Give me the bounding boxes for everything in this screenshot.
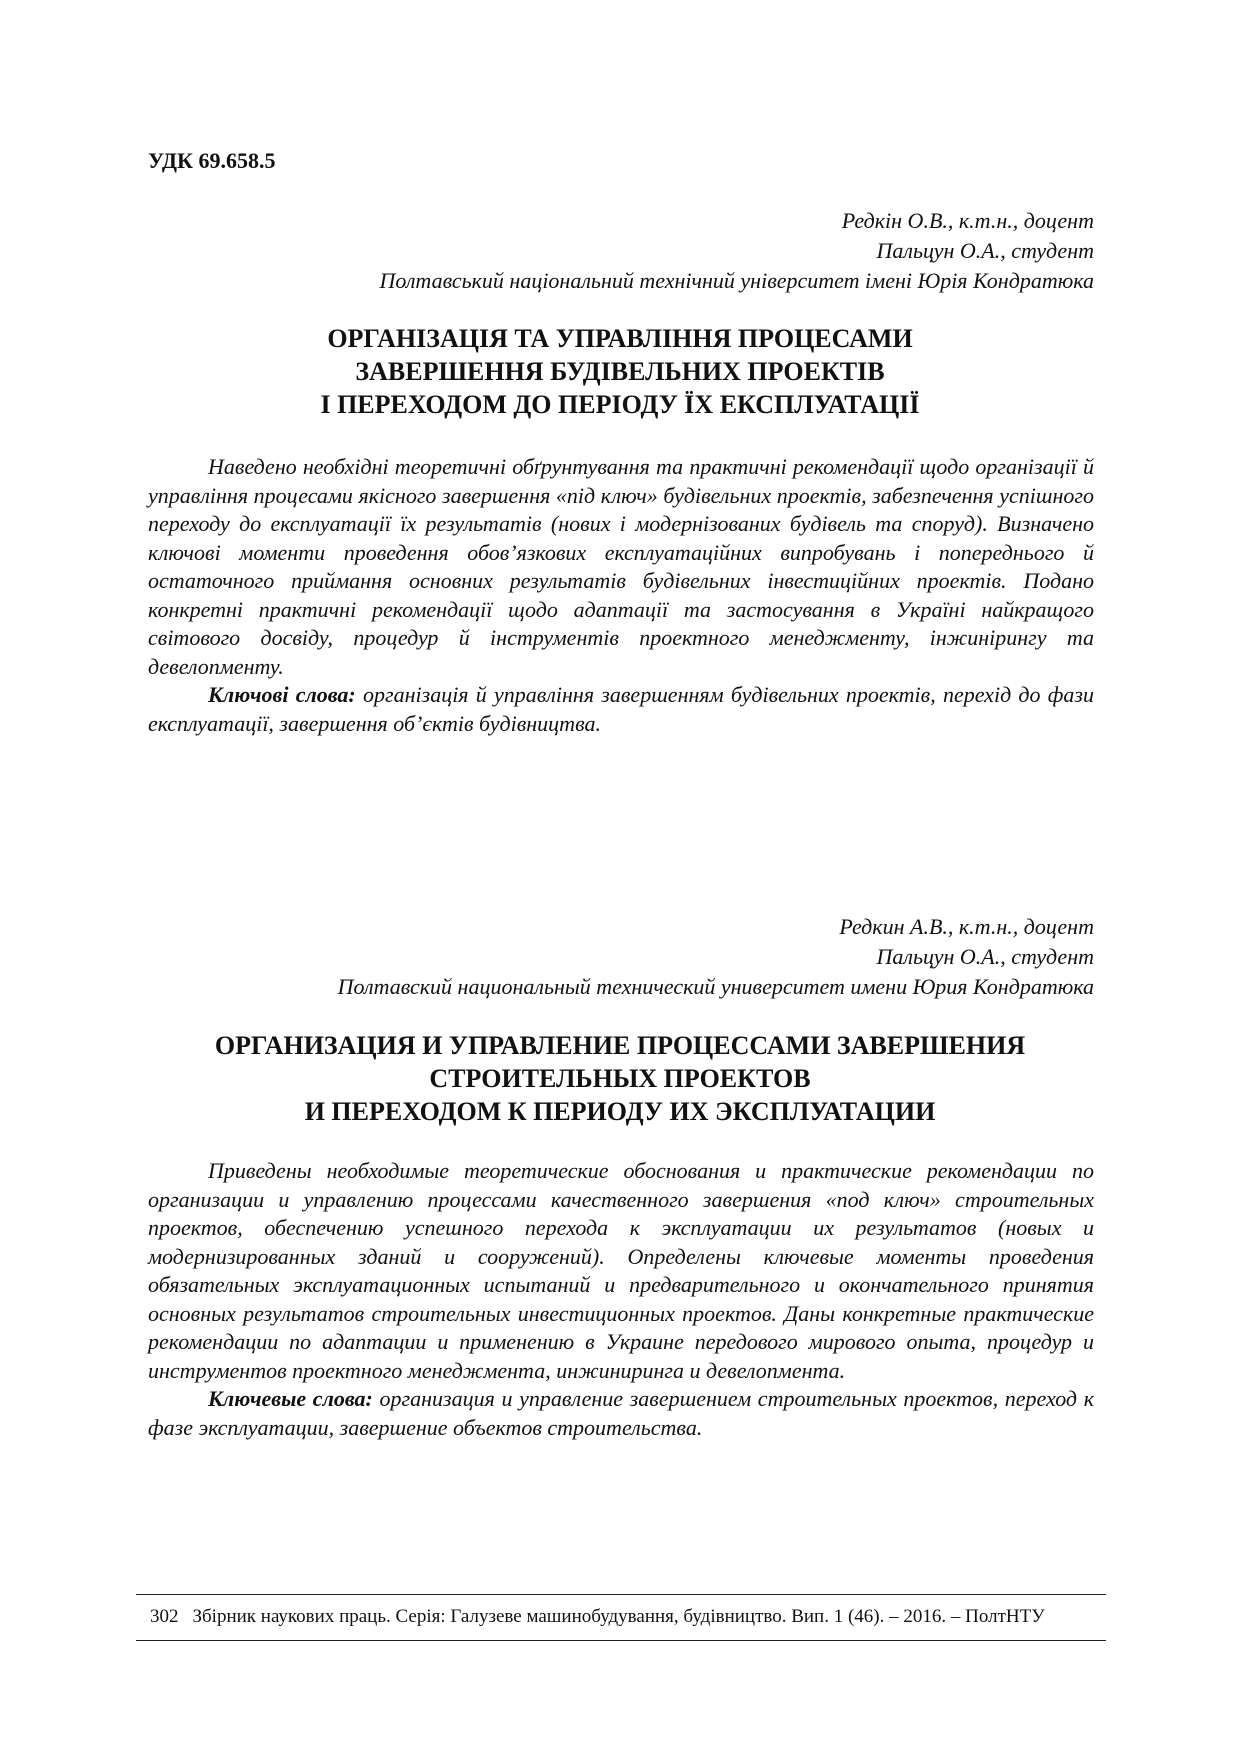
title-line-3-ua: І ПЕРЕХОДОМ ДО ПЕРІОДУ ЇХ ЕКСПЛУАТАЦІЇ: [320, 390, 920, 419]
title-line-1-ua: ОРГАНІЗАЦІЯ ТА УПРАВЛІННЯ ПРОЦЕСАМИ: [327, 324, 913, 353]
authors-block-ua: [379, 206, 1094, 296]
keywords-text-ru: организация и управление завершением строительных проектов, переход к фазе эксплуатации, завершение объектов строительства.: [148, 1386, 1094, 1440]
author-2-ua: Пальцун О.А., студент: [876, 238, 1094, 263]
page-number: 302: [150, 1606, 179, 1627]
affiliation-ua: Полтавський національний технічний університет імені Юрія Кондратюка: [379, 268, 1094, 293]
author-1-ua: Редкін О.В., к.т.н., доцент: [841, 208, 1094, 233]
title-line-3-ru: И ПЕРЕХОДОМ К ПЕРИОДУ ИХ ЭКСПЛУАТАЦИИ: [304, 1097, 936, 1126]
keywords-label-ua: Ключові слова:: [208, 682, 356, 707]
article-title-ua: [130, 322, 1110, 421]
author-2-ru: Пальцун О.А., студент: [876, 944, 1094, 969]
article-title-ru: [130, 1029, 1110, 1128]
keywords-ru: [148, 1385, 1094, 1442]
abstract-ua: [148, 453, 1094, 738]
udc-code: УДК 69.658.5: [148, 148, 276, 173]
affiliation-ru: Полтавский национальный технический университет имени Юрия Кондратюка: [337, 974, 1094, 999]
journal-citation: Збірник наукових праць. Серія: Галузеве машинобудування, будівництво. Вип. 1 (46). – 2016. – ПолтНТУ: [192, 1606, 1045, 1627]
footer-divider-top: [136, 1594, 1106, 1595]
author-1-ru: Редкин А.В., к.т.н., доцент: [839, 914, 1094, 939]
title-line-2-ru: СТРОИТЕЛЬНЫХ ПРОЕКТОВ: [429, 1064, 811, 1093]
title-line-2-ua: ЗАВЕРШЕННЯ БУДІВЕЛЬНИХ ПРОЕКТІВ: [355, 357, 885, 386]
abstract-text-ua: Наведено необхідні теоретичні обґрунтування та практичні рекомендації щодо організації й управління процесами якісного завершення «під ключ» будівельних проектів, забезпечення успішного переходу до експлуатації їх результатів (нових і модернізованих будівель та споруд). Визначено ключові моменти проведення обов’язкових експлуатаційних випробувань і попереднього й остаточного приймання основних результатів будівельних інвестиційних проектів. Подано конкретні практичні рекомендації щодо адаптації та застосування в Україні найкращого світового досвіду, процедур й інструментів проектного менеджменту, інжинірингу та девелопменту.: [148, 454, 1094, 679]
page-footer: [150, 1603, 1100, 1631]
keywords-text-ua: організація й управління завершенням будівельних проектів, перехід до фази експлуатації, завершення об’єктів будівництва.: [148, 682, 1094, 736]
abstract-text-ru: Приведены необходимые теоретические обоснования и практические рекомендации по организации и управлению процессами качественного завершения «под ключ» строительных проектов, обеспечению успешного перехода к эксплуатации их результатов (новых и модернизированных зданий и сооружений). Определены ключевые моменты проведения обязательных эксплуатационных испытаний и предварительного и окончательного принятия основных результатов строительных инвестиционных проектов. Даны конкретные практические рекомендации по адаптации и применению в Украине передового мирового опыта, процедур и инструментов проектного менеджмента, инжиниринга и девелопмента.: [148, 1158, 1094, 1383]
footer-divider-bottom: [136, 1640, 1106, 1641]
abstract-ru: [148, 1157, 1094, 1442]
authors-block-ru: [338, 912, 1094, 1002]
title-line-1-ru: ОРГАНИЗАЦИЯ И УПРАВЛЕНИЕ ПРОЦЕССАМИ ЗАВЕРШЕНИЯ: [214, 1031, 1026, 1060]
keywords-ua: [148, 681, 1094, 738]
keywords-label-ru: Ключевые слова:: [208, 1386, 373, 1411]
